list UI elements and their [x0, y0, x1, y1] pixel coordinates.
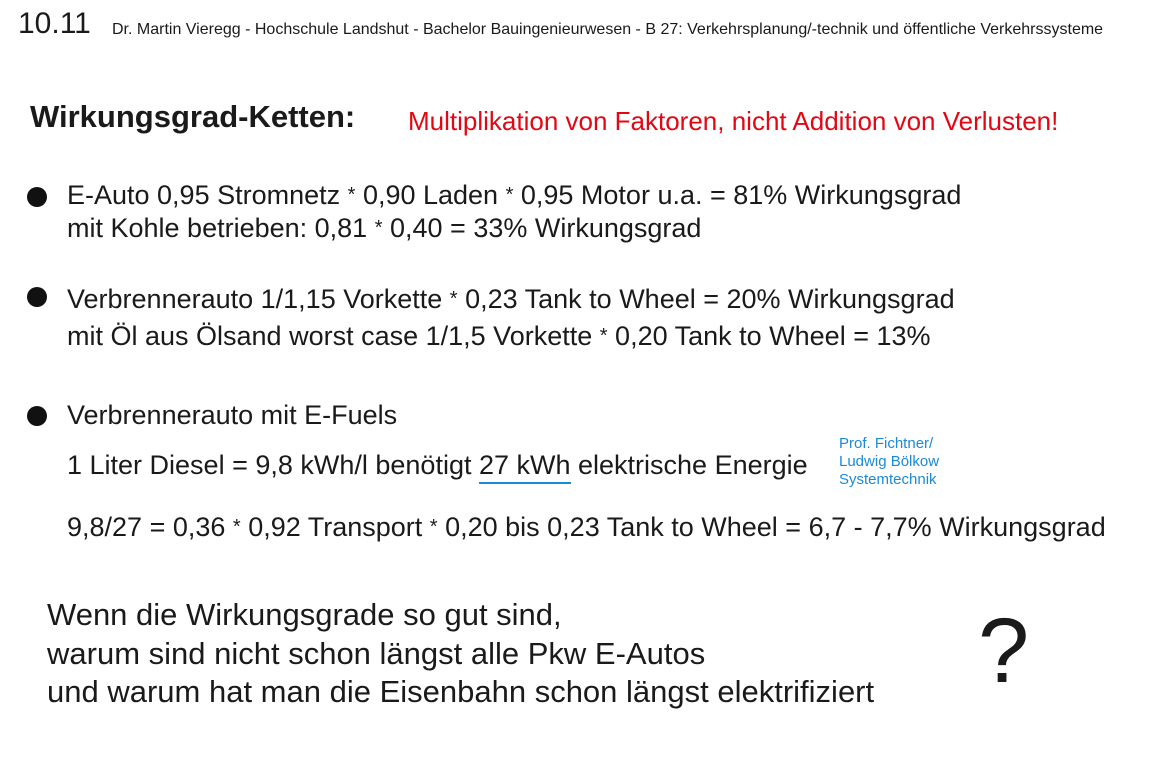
diesel-energy-line: 1 Liter Diesel = 9,8 kWh/l benötigt 27 kWh elektrische Energie: [67, 449, 808, 482]
efuel-efficiency-line: 9,8/27 = 0,36 * 0,92 Transport * 0,20 bis 0,23 Tank to Wheel = 6,7 - 7,7% Wirkungsgrad: [67, 512, 1106, 542]
bullet-1-line-2: mit Kohle betrieben: 0,81 * 0,40 = 33% Wirkungsgrad: [67, 213, 702, 243]
question-line-2: warum sind nicht schon längst alle Pkw E-Autos: [47, 636, 706, 671]
bullet-dot-3: [27, 406, 47, 426]
slide-title: Wirkungsgrad-Ketten:: [30, 99, 356, 134]
slide-subtitle: Multiplikation von Faktoren, nicht Addition von Verlusten!: [408, 106, 1059, 136]
question-mark: ?: [978, 600, 1030, 702]
bullet-dot-2: [27, 287, 47, 307]
energy-highlight: 27 kWh: [479, 450, 571, 484]
header-text: Dr. Martin Vieregg - Hochschule Landshut - Bachelor Bauingenieurwesen - B 27: Verkehrsplanung/-technik und öffentliche Verkehrssysteme: [112, 21, 1104, 38]
bullet-3-heading: Verbrennerauto mit E-Fuels: [67, 400, 398, 430]
page-number: 10.11: [18, 7, 91, 40]
bullet-2-line-1: Verbrennerauto 1/1,15 Vorkette * 0,23 Tank to Wheel = 20% Wirkungsgrad: [67, 284, 955, 314]
source-citation: Prof. Fichtner/ Ludwig Bölkow Systemtechnik: [839, 435, 940, 488]
bullet-1-line-1: E-Auto 0,95 Stromnetz * 0,90 Laden * 0,95 Motor u.a. = 81% Wirkungsgrad: [67, 180, 962, 210]
question-line-1: Wenn die Wirkungsgrade so gut sind,: [47, 597, 562, 632]
bullet-2-line-2: mit Öl aus Ölsand worst case 1/1,5 Vorkette * 0,20 Tank to Wheel = 13%: [67, 321, 931, 351]
question-line-3: und warum hat man die Eisenbahn schon längst elektrifiziert: [47, 674, 875, 709]
bullet-dot-1: [27, 187, 47, 207]
